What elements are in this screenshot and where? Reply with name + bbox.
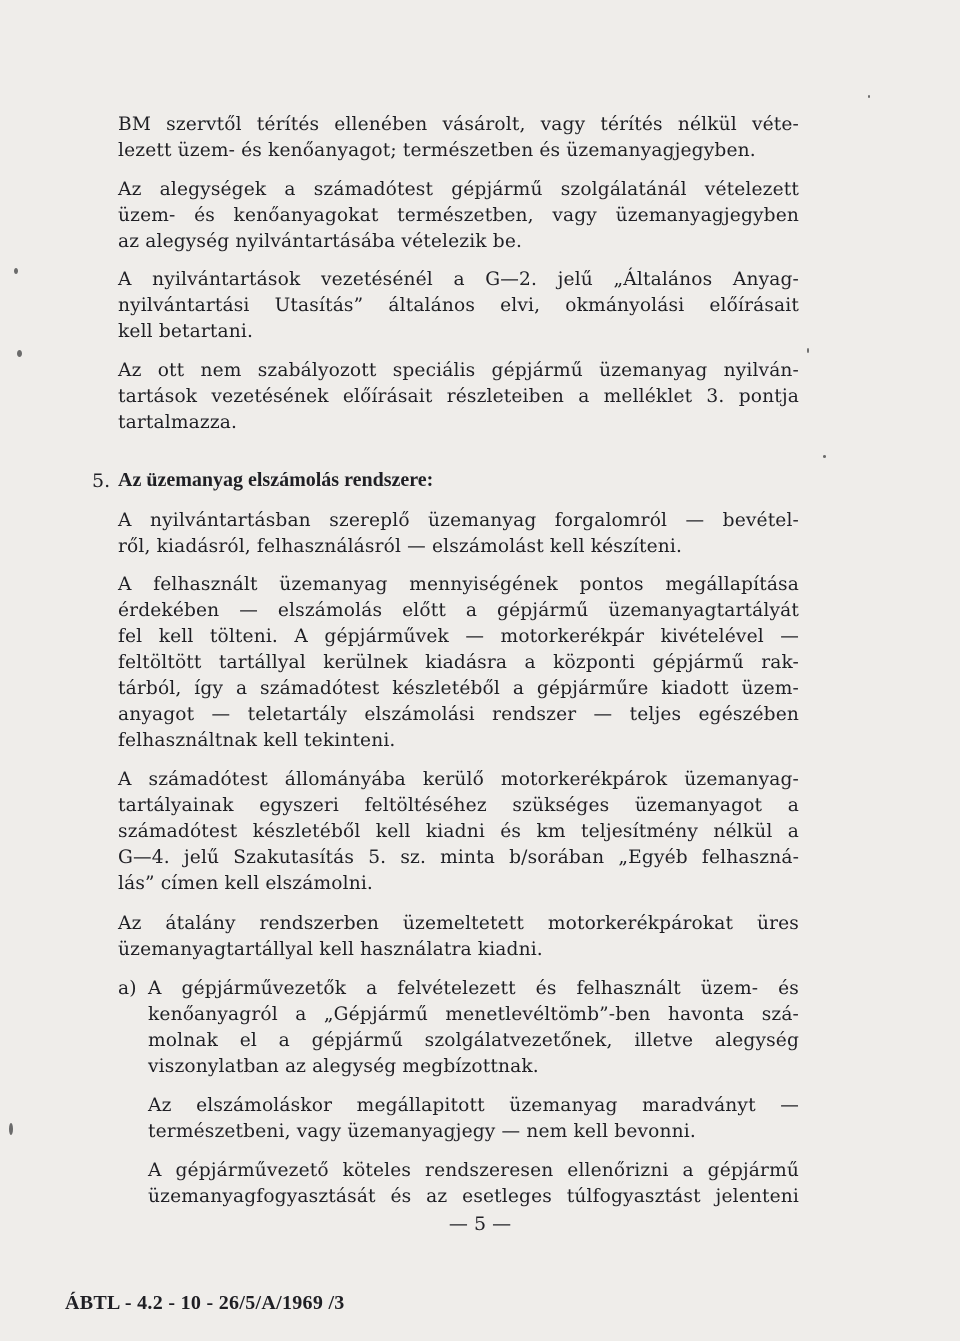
text-line: A felhasznált üzemanyag mennyiségének pontos megállapítása (118, 574, 799, 595)
text-line: G—4. jelű Szakutasítás 5. sz. minta b/sorában „Egyéb felhaszná- (118, 847, 799, 868)
text-line: tartályainak egyszeri feltöltéséhez szükséges üzemanyagot a (118, 795, 799, 816)
archive-reference: ÁBTL - 4.2 - 10 - 26/5/A/1969 /3 (65, 1292, 345, 1314)
text-line: Az alegységek a számadótest gépjármű szolgálatánál vételezett (118, 179, 799, 200)
scan-speck (868, 95, 870, 98)
text-line: Az ott nem szabályozott speciális gépjármű üzemanyag nyilván- (118, 360, 799, 381)
text-line: Az átalány rendszerben üzemeltetett motorkerékpárokat üres (118, 913, 799, 934)
text-line: kenőanyagról a „Gépjármű menetlevéltömb”-ben havonta szá- (148, 1004, 799, 1025)
text-line: ről, kiadásról, felhasználásról — elszámolást kell készíteni. (118, 536, 683, 557)
page-number: — 5 — (448, 1213, 512, 1235)
text-line: Az elszámoláskor megállapitott üzemanyag maradványt — (148, 1095, 799, 1116)
scan-speck (823, 455, 826, 458)
text-line: számadótest készletéből kell kiadni és km teljesítmény nélkül a (118, 821, 799, 842)
text-line: A számadótest állományába kerülő motorkerékpárok üzemanyag- (118, 769, 799, 790)
scan-speck (17, 350, 22, 357)
text-line: természetbeni, vagy üzemanyagjegy — nem kell bevonni. (148, 1121, 696, 1142)
scan-speck (14, 268, 18, 274)
text-line: A gépjárművezetők a felvételezett és felhasznált üzem- és (148, 978, 799, 999)
text-line: A nyilvántartások vezetésénél a G—2. jelű „Általános Anyag- (118, 269, 799, 290)
text-line: fel kell tölteni. A gépjárművek — motorkerékpár kivételével — (118, 626, 799, 647)
list-label: a) (118, 978, 137, 999)
text-line: érdekében — elszámolás előtt a gépjármű üzemanyagtartályát (118, 600, 799, 621)
text-line: tárból, így a számadótest készletéből a gépjárműre kiadott üzem- (118, 678, 799, 699)
text-line: felhasználtnak kell tekinteni. (118, 730, 396, 751)
text-line: lezett üzem- és kenőanyagot; természetben és üzemanyagjegyben. (118, 140, 756, 161)
section-number: 5. (92, 470, 111, 492)
text-line: BM szervtől térítés ellenében vásárolt, vagy térítés nélkül véte- (118, 114, 799, 135)
text-line: A nyilvántartásban szereplő üzemanyag forgalomról — bevétel- (118, 510, 799, 531)
text-line: az alegység nyilvántartásába vételezik be. (118, 231, 523, 252)
text-line: üzemanyagfogyasztását és az esetleges túlfogyasztást jelenteni (148, 1186, 799, 1207)
text-line: nyilvántartási Utasítás” általános elvi, okmányolási előírásait (118, 295, 799, 316)
text-line: anyagot — teletartály elszámolási rendszer — teljes egészében (118, 704, 799, 725)
scan-speck (807, 348, 809, 353)
text-line: molnak el a gépjármű szolgálatvezetőnek, illetve alegység (148, 1030, 799, 1051)
scan-speck (9, 1123, 13, 1135)
section-heading: Az üzemanyag elszámolás rendszere: (118, 469, 434, 491)
text-line: viszonylatban az alegység megbízottnak. (148, 1056, 539, 1077)
text-line: tartások vezetésének előírásait részleteiben a melléklet 3. pontja (118, 386, 799, 407)
text-line: tartalmazza. (118, 412, 238, 433)
text-line: üzem- és kenőanyagokat természetben, vagy üzemanyagjegyben (118, 205, 799, 226)
text-line: A gépjárművezető köteles rendszeresen ellenőrizni a gépjármű (148, 1160, 799, 1181)
text-line: feltöltött tartállyal kerülnek kiadásra a központi gépjármű rak- (118, 652, 799, 673)
text-line: kell betartani. (118, 321, 254, 342)
text-line: üzemanyagtartállyal kell használatra kiadni. (118, 939, 543, 960)
text-line: lás” címen kell elszámolni. (118, 873, 373, 894)
